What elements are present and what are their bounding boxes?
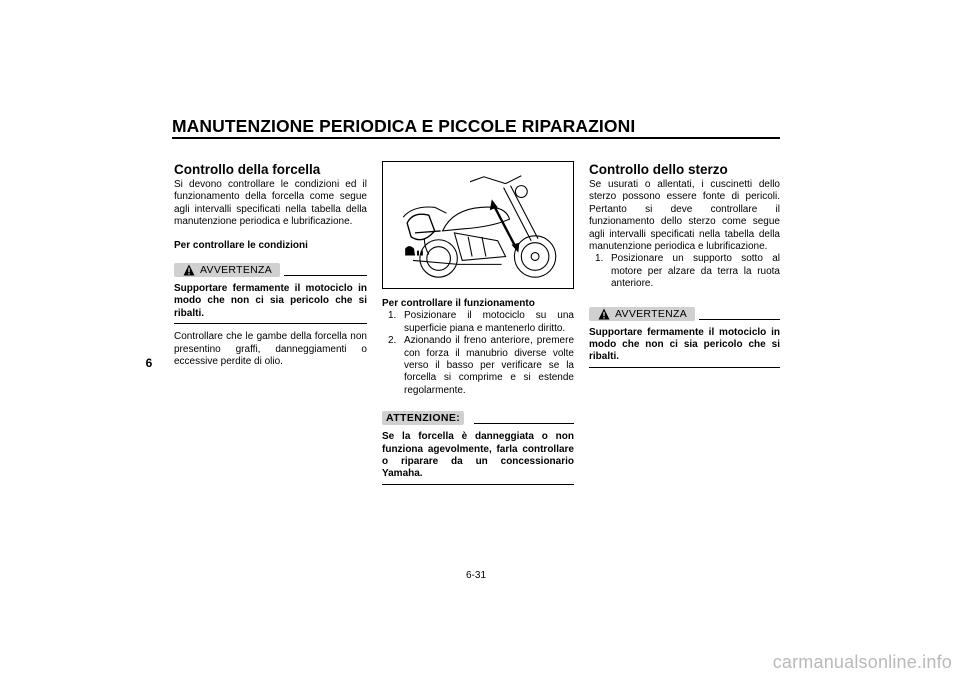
list-item: 2. Azionando il freno anteriore, premere con forza il manubrio diverse volte verso il basso per verificare se la forcella si comprime e si estende regolarmente. [388,335,574,396]
fork-intro: Si devono controllare le condizioni ed il funzionamento della forcella come segue agli intervalli specificati nella tabella della manutenzione periodica e lubrificazione. [174,179,367,228]
steering-intro: Se usurati o allentati, i cuscinetti dello sterzo possono essere fonte di pericoli. Pertanto si deve controllare il funzionamento dello sterzo come segue agli intervalli specificati nella tabella della manutenzione periodica e lubrificazione. [589,179,780,253]
column-2 [382,298,574,485]
fork-section-title: Controllo della forcella [174,162,321,177]
warning-header [174,263,367,277]
motorcycle-illustration [383,162,573,288]
warning-text: Supportare fermamente il motociclo in modo che non ci sia pericolo che si ribalti. [174,283,367,324]
warning-triangle-icon [183,264,195,276]
chapter-tab: 6 [140,352,158,374]
list-item: 1. Posizionare un supporto sotto al motore per alzare da terra la ruota anteriore. [595,253,780,290]
caution-header [382,411,574,425]
warning-badge [589,307,695,321]
column-1 [174,162,367,368]
steering-section-title: Controllo dello sterzo [589,162,728,177]
steering-steps [589,253,780,290]
column-3 [589,162,780,368]
page-number: 6-31 [466,570,487,581]
warning-label: AVVERTENZA [615,307,688,320]
warning-rule [699,319,780,320]
header-rule [172,137,780,139]
warning-label: AVVERTENZA [200,264,273,277]
warning-badge [174,263,280,277]
condition-subtitle: Per controllare le condizioni [174,239,308,251]
warning-rule [284,275,367,276]
operation-steps [382,310,574,397]
caution-badge: ATTENZIONE: [382,411,464,425]
motorcycle-fork-figure [382,161,574,289]
list-item: 1. Posizionare il motociclo su una superficie piana e mantenerlo diritto. [388,310,574,334]
page-header-title: MANUTENZIONE PERIODICA E PICCOLE RIPARAZIONI [172,116,636,136]
caution-text: Se la forcella è danneggiata o non funziona agevolmente, farla controllare o riparare da un concessionario Yamaha. [382,431,574,485]
warning-header [589,307,780,321]
watermark: carmanualsonline.info [772,652,952,672]
caution-rule [474,423,574,424]
warning-text: Supportare fermamente il motociclo in modo che non ci sia pericolo che si ribalti. [589,327,780,368]
condition-text: Controllare che le gambe della forcella non presentino graffi, danneggiamenti o eccessive perdite di olio. [174,331,367,368]
operation-subtitle: Per controllare il funzionamento [382,298,535,309]
warning-triangle-icon [598,308,610,320]
